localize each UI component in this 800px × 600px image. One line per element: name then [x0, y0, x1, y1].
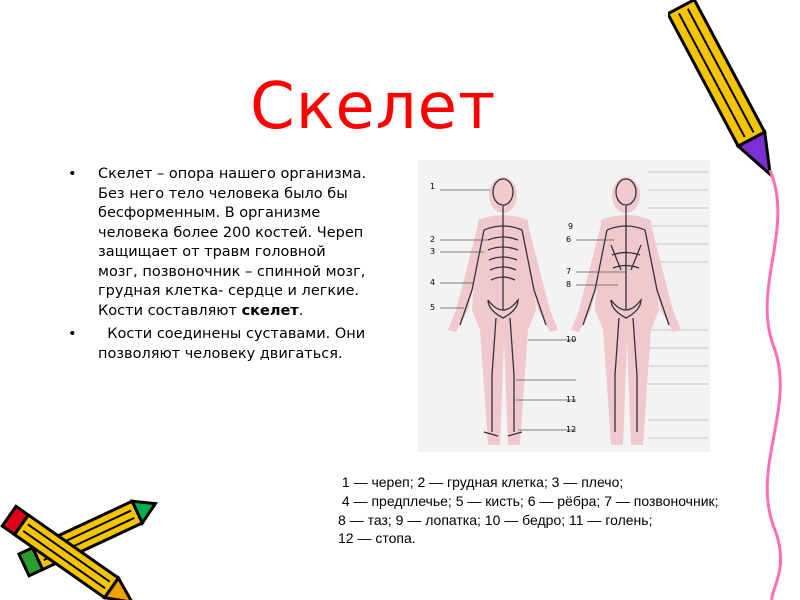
figure-label: 10	[566, 335, 577, 344]
figure-label: 5	[430, 303, 436, 312]
bullet-item	[68, 165, 368, 321]
figure-label: 7	[566, 267, 572, 276]
figure-label: 3	[430, 247, 436, 256]
skeleton-figure	[418, 160, 710, 452]
caption-line: 12 — стопа.	[338, 530, 416, 547]
caption-line: 1 — череп; 2 — грудная клетка; 3 — плечо;	[338, 474, 624, 490]
figure-label: 4	[430, 278, 436, 287]
bullet-bold-word: скелет	[241, 302, 299, 319]
caption-line: 4 — предплечье; 5 — кисть; 6 — рёбра; 7 — позвоночник;	[338, 492, 719, 509]
skeleton-illustration-icon	[418, 160, 710, 452]
figure-label: 11	[566, 395, 577, 404]
slide-title: Скелет	[250, 70, 497, 144]
bullet-text: Скелет – опора нашего организма. Без него тело человека было бы бесформенным. В организме человека более 200 костей. Череп защищает от травм головной мозг, позвоночник – спинной мозг, грудная клетка- сердце и легкие. Кости составляют	[98, 166, 367, 319]
figure-caption	[338, 473, 753, 548]
figure-label: 9	[568, 222, 574, 231]
pencil-bottom-left-icon	[0, 485, 170, 600]
bullet-text: Кости соединены суставами. Они позволяют человеку двигаться.	[98, 326, 370, 362]
figure-label: 6	[566, 235, 572, 244]
figure-label: 1	[430, 182, 436, 191]
figure-label: 2	[430, 235, 436, 244]
bullet-list	[68, 165, 368, 368]
bullet-text-end: .	[298, 302, 304, 319]
bullet-dot-icon: •	[68, 166, 77, 182]
figure-label: 12	[566, 425, 577, 434]
bullet-dot-icon: •	[68, 326, 77, 342]
bullet-item	[68, 325, 368, 364]
caption-line: 8 — таз; 9 — лопатка; 10 — бедро; 11 — голень;	[338, 511, 653, 528]
figure-label: 8	[566, 280, 572, 289]
